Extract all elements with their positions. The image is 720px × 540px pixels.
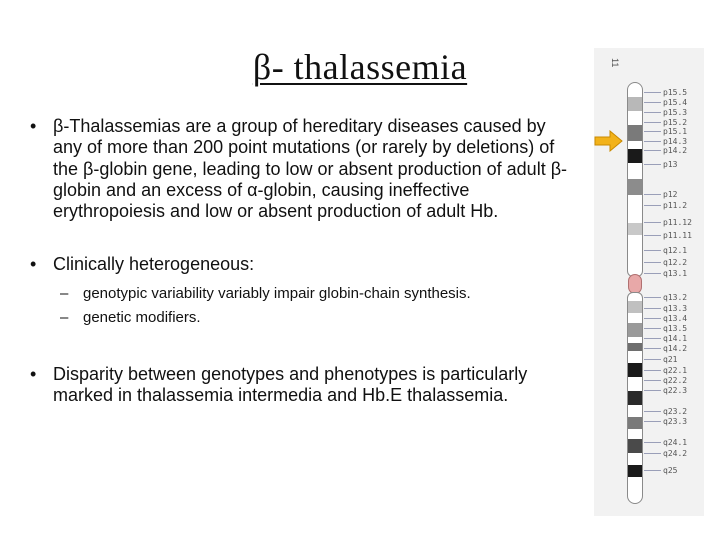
band-tick xyxy=(644,194,661,195)
band-label: p15.4 xyxy=(663,98,688,107)
sub-bullet-dash: – xyxy=(60,308,69,326)
band-tick xyxy=(644,112,661,113)
band-tick xyxy=(644,328,661,329)
band-tick xyxy=(644,370,661,371)
band-label: q23.3 xyxy=(663,417,688,426)
band-label: p15.5 xyxy=(663,88,688,97)
band-label: q22.2 xyxy=(663,376,688,385)
band-label: p11.11 xyxy=(663,231,692,240)
band-tick xyxy=(644,164,661,165)
band-tick xyxy=(644,262,661,263)
sub-bullet-genotypic xyxy=(30,282,575,306)
band-label: q13.3 xyxy=(663,304,688,313)
band-tick xyxy=(644,338,661,339)
band-label: q22.3 xyxy=(663,386,688,395)
band-tick xyxy=(644,453,661,454)
band-tick xyxy=(644,348,661,349)
band-tick xyxy=(644,273,661,274)
slide-title-text: β- thalassemia xyxy=(252,47,468,87)
band-label: q13.4 xyxy=(663,314,688,323)
band-tick xyxy=(644,205,661,206)
band-label: q24.1 xyxy=(663,438,688,447)
band-label: p11.12 xyxy=(663,218,692,227)
band-tick xyxy=(644,380,661,381)
band-label: q12.1 xyxy=(663,246,688,255)
band-tick xyxy=(644,235,661,236)
band-tick xyxy=(644,92,661,93)
bullet-dot: • xyxy=(30,116,37,136)
sub-bullet-modifiers xyxy=(30,306,575,330)
band-tick xyxy=(644,131,661,132)
band-label: p14.3 xyxy=(663,137,688,146)
gene-locus-arrow-icon xyxy=(594,130,624,152)
bullet-item-definition xyxy=(30,116,575,222)
band-label: q22.1 xyxy=(663,366,688,375)
band-tick xyxy=(644,150,661,151)
chromosome-number: 11 xyxy=(610,58,620,68)
band-label: q12.2 xyxy=(663,258,688,267)
band-tick xyxy=(644,318,661,319)
chromosome-q-arm xyxy=(627,292,643,504)
sub-bullet-text: genotypic variability variably impair globin-chain synthesis. xyxy=(83,284,471,302)
sub-bullet-text: genetic modifiers. xyxy=(83,308,201,326)
sub-bullet-dash: – xyxy=(60,284,69,302)
band-label: q14.2 xyxy=(663,344,688,353)
band-label: p15.1 xyxy=(663,127,688,136)
band-tick xyxy=(644,141,661,142)
band-tick xyxy=(644,222,661,223)
band-label: q14.1 xyxy=(663,334,688,343)
band-label: q21 xyxy=(663,355,678,364)
bullet-item-heterogeneous xyxy=(30,254,575,275)
chromosome-p-arm xyxy=(627,82,643,277)
band-label: p15.2 xyxy=(663,118,688,127)
bullet-text: Clinically heterogeneous: xyxy=(53,254,255,275)
band-tick xyxy=(644,297,661,298)
band-tick xyxy=(644,122,661,123)
band-label: p12 xyxy=(663,190,678,199)
band-label: p15.3 xyxy=(663,108,688,117)
band-tick xyxy=(644,411,661,412)
band-label: q23.2 xyxy=(663,407,688,416)
band-label: p11.2 xyxy=(663,201,688,210)
band-label: q13.5 xyxy=(663,324,688,333)
band-tick xyxy=(644,102,661,103)
band-tick xyxy=(644,390,661,391)
band-tick xyxy=(644,470,661,471)
bullet-dot: • xyxy=(30,254,37,275)
band-tick xyxy=(644,308,661,309)
band-tick xyxy=(644,359,661,360)
chromosome-ideogram xyxy=(594,48,704,516)
centromere xyxy=(628,274,642,294)
band-label: q25 xyxy=(663,466,678,475)
band-tick xyxy=(644,442,661,443)
bullet-text: Disparity between genotypes and phenotypes is particularly marked in thalassemia intermedia and Hb.E thalassemia. xyxy=(53,363,528,406)
band-tick xyxy=(644,250,661,251)
bullet-list xyxy=(30,116,575,406)
bullet-dot: • xyxy=(30,363,37,384)
band-label: q13.1 xyxy=(663,269,688,278)
bullet-text: β-Thalassemias are a group of hereditary diseases caused by any of more than 200 point mutations (or rarely by deletions) of the β-globin gene, leading to low or absent production of adult β-globin and an excess of α-globin, causing ineffective erythropoiesis and low or absent production of adult Hb. xyxy=(53,116,568,222)
band-label: q13.2 xyxy=(663,293,688,302)
band-label: q24.2 xyxy=(663,449,688,458)
bullet-item-disparity xyxy=(30,364,575,407)
band-label: p13 xyxy=(663,160,678,169)
band-tick xyxy=(644,421,661,422)
band-label: p14.2 xyxy=(663,146,688,155)
